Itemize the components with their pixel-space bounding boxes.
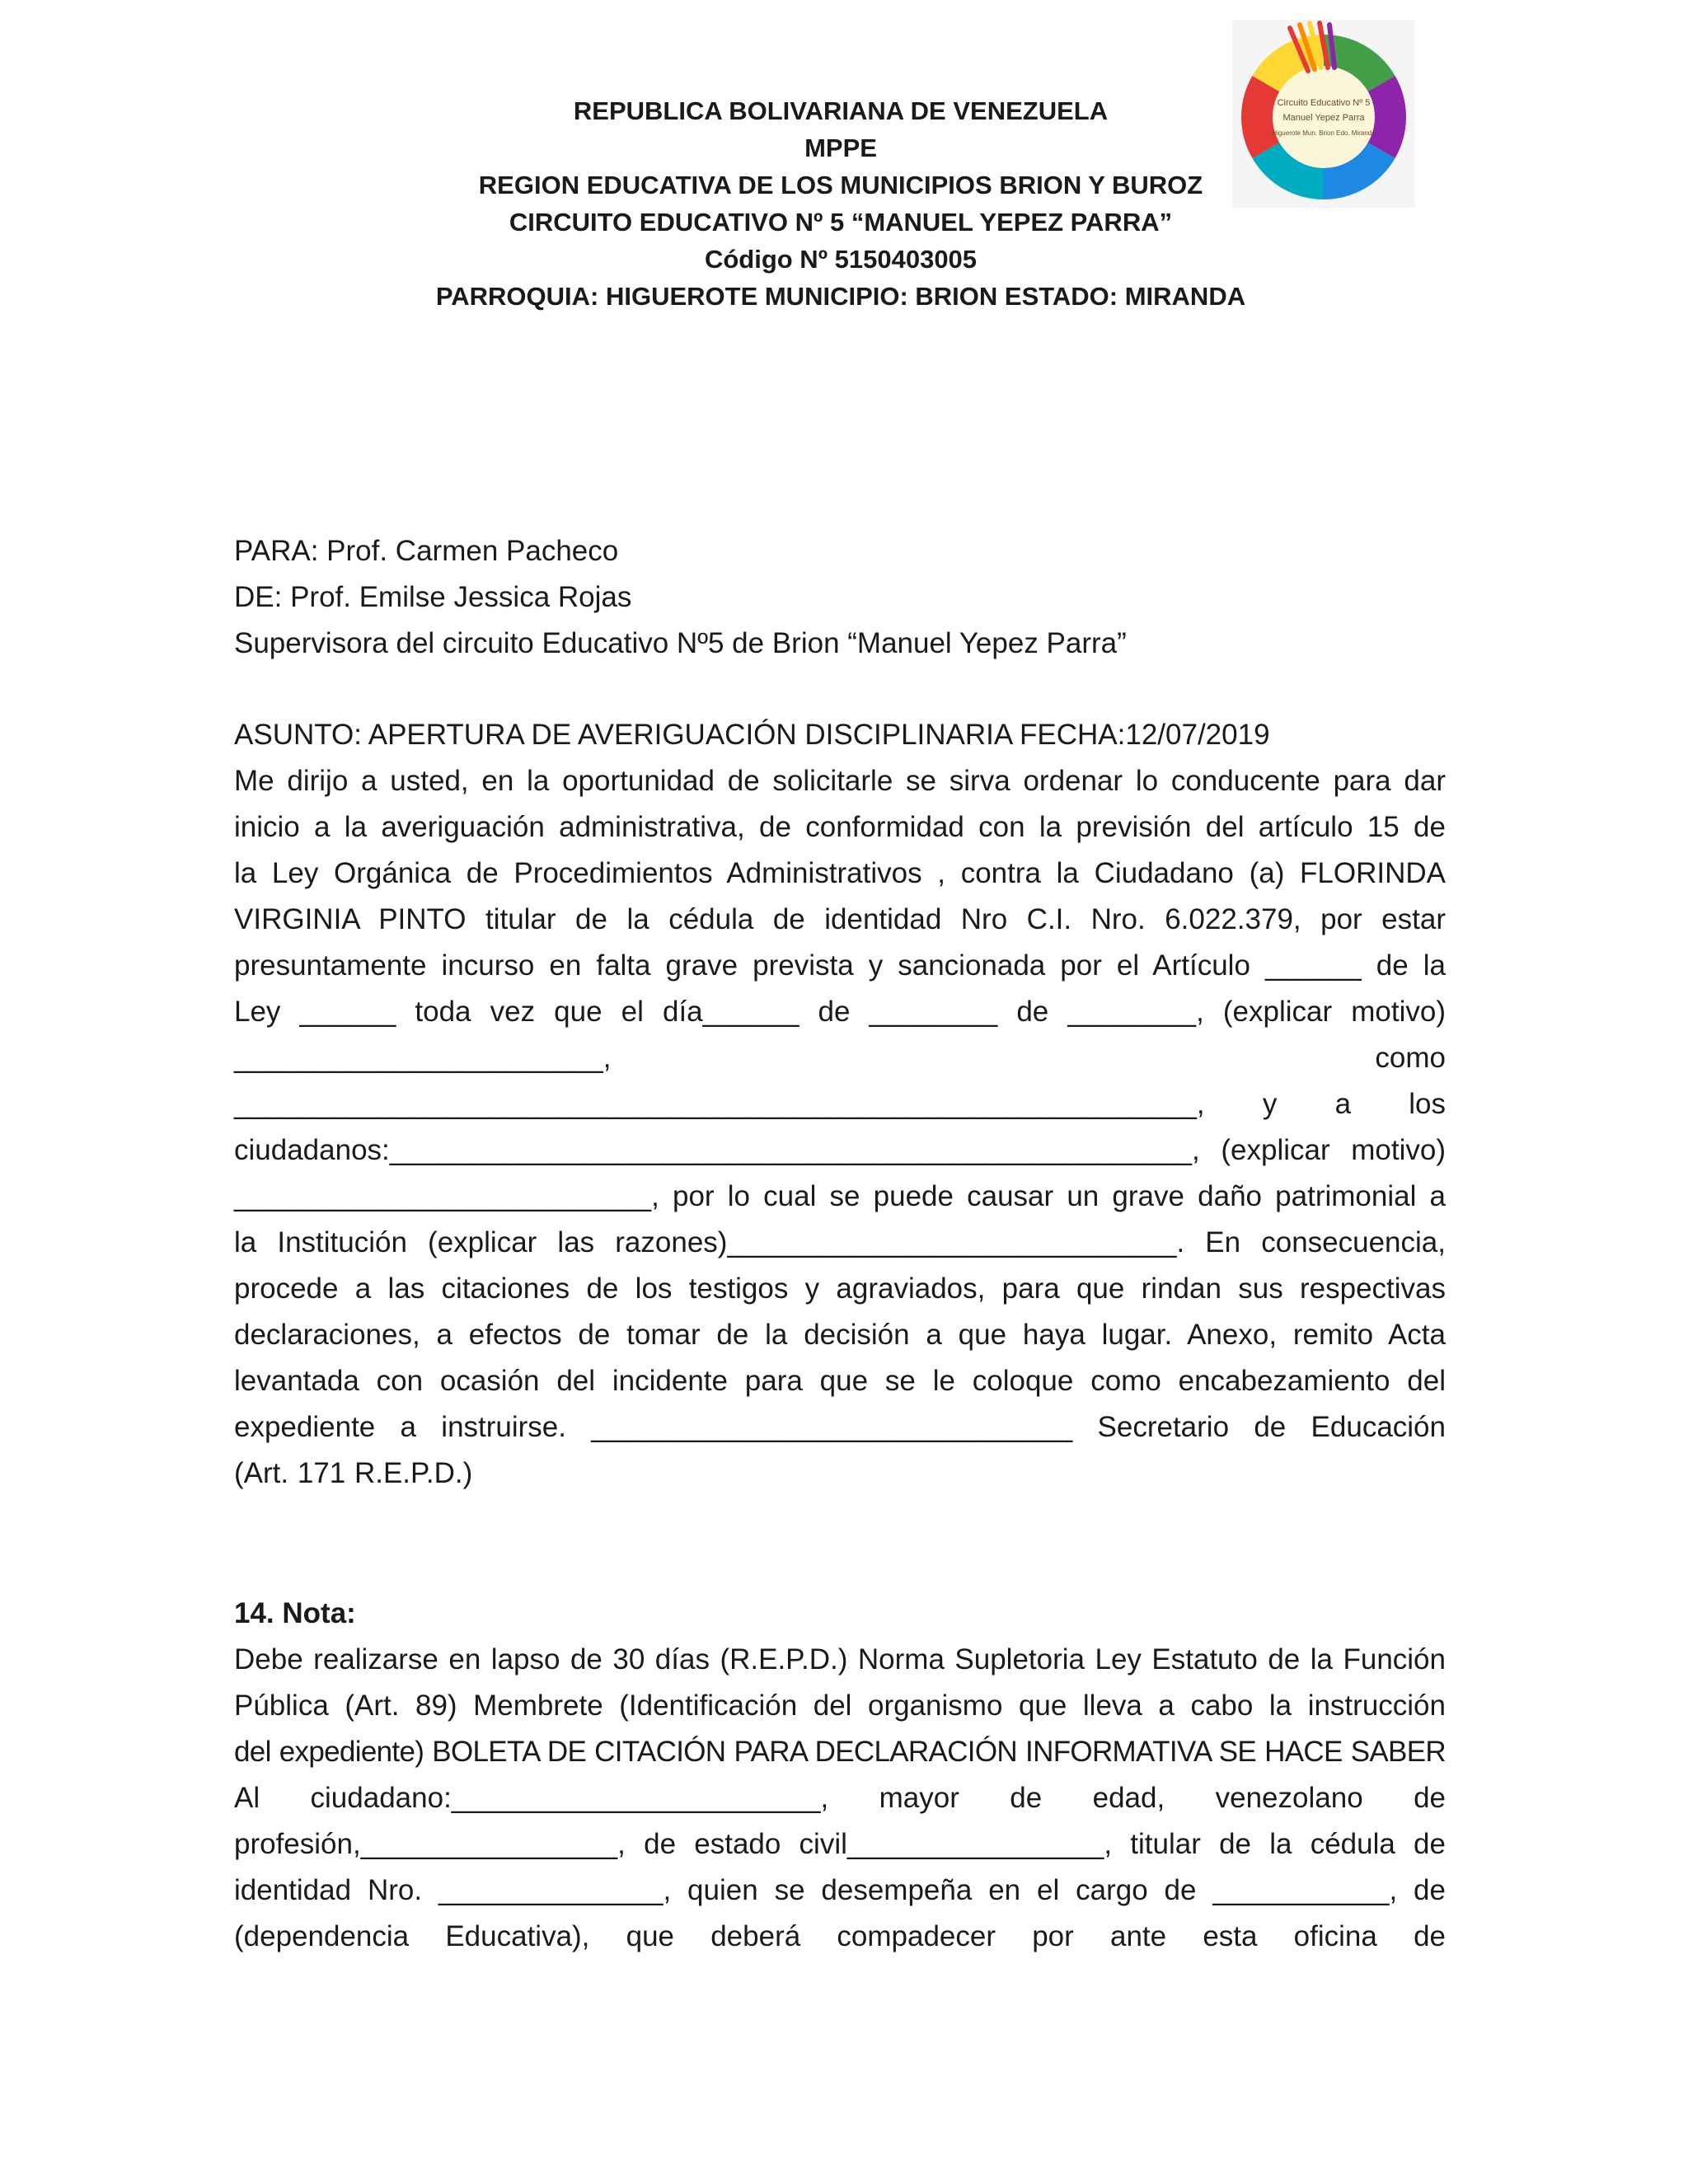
sender-title: Supervisora del circuito Educativo Nº5 de Brion “Manuel Yepez Parra”: [234, 627, 1127, 659]
nota-paragraph: [234, 1637, 1446, 1960]
logo-text-3: Higuerote Mun. Brion Edo. Miranda: [1272, 129, 1376, 137]
nota-line: del expediente) BOLETA DE CITACIÓN PARA DECLARACIÓN INFORMATIVA SE HACE SABER: [234, 1736, 1447, 1768]
nota-line: (dependencia Educativa), que deberá compadecer por ante esta oficina de: [234, 1920, 1446, 1952]
body-line: la Institución (explicar las razones)____________________________. En consecuencia,: [234, 1226, 1446, 1258]
subject-line: ASUNTO: APERTURA DE AVERIGUACIÓN DISCIPLINARIA FECHA:12/07/2019: [234, 719, 1270, 751]
header-country: REPUBLICA BOLIVARIANA DE VENEZUELA: [573, 96, 1109, 125]
logo-text-2: Manuel Yepez Parra: [1282, 113, 1365, 123]
body-line-last: (Art. 171 R.E.P.D.): [234, 1457, 473, 1489]
body-line: Me dirijo a usted, en la oportunidad de solicitarle se sirva ordenar lo conducente para dar: [234, 765, 1446, 797]
body-line: ____________________________________________________________, y a los: [234, 1088, 1446, 1120]
sender: DE: Prof. Emilse Jessica Rojas: [234, 581, 632, 613]
nota-line: Al ciudadano:_______________________, mayor de edad, venezolano de: [234, 1782, 1446, 1814]
letter-body: [234, 712, 1446, 1497]
body-line: la Ley Orgánica de Procedimientos Administrativos , contra la Ciudadano (a) FLORINDA: [234, 857, 1446, 889]
header-location: PARROQUIA: HIGUEROTE MUNICIPIO: BRION ESTADO: MIRANDA: [435, 282, 1246, 311]
nota-body: [234, 1637, 1446, 1960]
nota-title: 14. Nota:: [234, 1597, 356, 1629]
body-paragraph: [234, 758, 1446, 1497]
body-line: __________________________, por lo cual se puede causar un grave daño patrimonial a: [234, 1180, 1446, 1212]
body-line: ciudadanos:__________________________________________________, (explicar motivo): [234, 1134, 1446, 1166]
nota-line: profesión,________________, de estado civil________________, titular de la cédula de: [234, 1828, 1446, 1860]
body-line: _______________________, como: [234, 1042, 1446, 1074]
body-line: expediente a instruirse. ______________________________ Secretario de Educación: [234, 1411, 1446, 1443]
address-block: [234, 528, 1446, 667]
nota-line: Debe realizarse en lapso de 30 días (R.E.P.D.) Norma Supletoria Ley Estatuto de la Función: [234, 1643, 1446, 1675]
nota-line: Pública (Art. 89) Membrete (Identificación del organismo que lleva a cabo la instrucción: [234, 1690, 1446, 1722]
nota-line: identidad Nro. ______________, quien se desempeña en el cargo de ___________, de: [234, 1874, 1446, 1906]
addressee: PARA: Prof. Carmen Pacheco: [234, 535, 619, 567]
body-line: Ley ______ toda vez que el día______ de ________ de ________, (explicar motivo): [234, 996, 1446, 1028]
logo-text-1: Circuito Educativo Nº 5: [1277, 98, 1371, 108]
header-region: REGION EDUCATIVA DE LOS MUNICIPIOS BRION Y BUROZ: [478, 171, 1203, 199]
body-line: VIRGINIA PINTO titular de la cédula de identidad Nro C.I. Nro. 6.022.379, por estar: [234, 903, 1446, 935]
body-line: levantada con ocasión del incidente para que se le coloque como encabezamiento del: [234, 1365, 1446, 1397]
header-code: Código Nº 5150403005: [704, 245, 978, 274]
body-line: presuntamente incurso en falta grave prevista y sancionada por el Artículo ______ de la: [234, 949, 1446, 982]
body-line: declaraciones, a efectos de tomar de la decisión a que haya lugar. Anexo, remito Acta: [234, 1319, 1446, 1351]
letterhead: [247, 92, 1434, 315]
body-line: procede a las citaciones de los testigos y agraviados, para que rindan sus respectivas: [234, 1272, 1446, 1305]
header-ministry: MPPE: [804, 134, 877, 162]
body-line: inicio a la averiguación administrativa, de conformidad con la previsión del artículo 15 de: [234, 811, 1446, 843]
header-circuit: CIRCUITO EDUCATIVO Nº 5 “MANUEL YEPEZ PARRA”: [509, 208, 1173, 237]
